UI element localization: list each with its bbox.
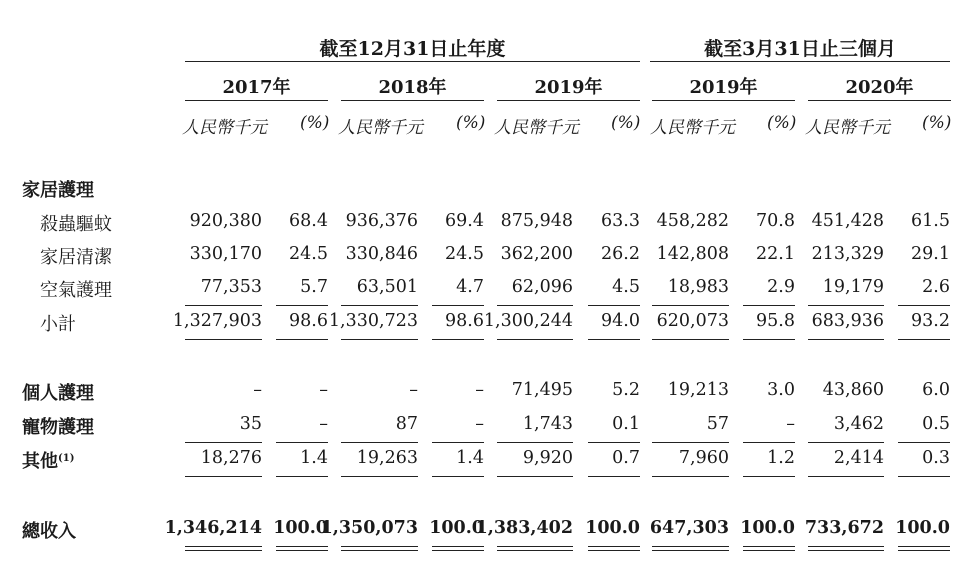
table-cell: 620,073 [656, 311, 729, 331]
table-cell: 936,376 [345, 211, 418, 231]
table-cell: 5.2 [612, 380, 640, 400]
subtotal-rule [652, 476, 729, 477]
subtotal-rule [276, 442, 328, 443]
table-cell: – [319, 380, 328, 400]
subtotal-rule [898, 305, 950, 306]
year-header-2020-q: 2020年 [845, 77, 914, 98]
table-cell: 3.0 [767, 380, 795, 400]
total-underline [808, 546, 884, 547]
subtotal-rule [588, 305, 640, 306]
unit-amount: 人民幣千元 [182, 118, 267, 138]
subtotal-rule [432, 442, 484, 443]
table-cell: 142,808 [656, 244, 729, 264]
table-cell: 43,860 [822, 380, 884, 400]
table-cell: 330,846 [345, 244, 418, 264]
unit-amount: 人民幣千元 [338, 118, 423, 138]
subtotal-rule [185, 339, 262, 340]
table-cell: 0.3 [922, 448, 950, 468]
year-rule [185, 100, 328, 101]
table-cell: 70.8 [756, 211, 795, 231]
table-cell: 19,263 [356, 448, 418, 468]
subtotal-rule [497, 442, 573, 443]
table-cell: 95.8 [756, 311, 795, 331]
subtotal-rule [341, 442, 418, 443]
group-header-annual-rule [185, 61, 640, 62]
year-header-2017: 2017年 [222, 77, 291, 98]
total-underline [652, 546, 729, 547]
year-header-2018: 2018年 [378, 77, 447, 98]
table-cell: 57 [706, 414, 729, 434]
table-cell: 2.6 [922, 277, 950, 297]
row-label-personal-care: 個人護理 [22, 383, 94, 404]
table-cell: 100.0 [429, 518, 484, 538]
subtotal-rule [743, 476, 795, 477]
total-underline [341, 550, 418, 551]
table-cell: 19,179 [822, 277, 884, 297]
unit-pct: (%) [767, 113, 797, 133]
row-label: 空氣護理 [40, 280, 112, 301]
subtotal-rule [898, 339, 950, 340]
table-cell: 2.9 [767, 277, 795, 297]
year-header-2019-q: 2019年 [689, 77, 758, 98]
table-cell: 24.5 [445, 244, 484, 264]
row-label: 小計 [40, 314, 76, 335]
subtotal-rule [432, 476, 484, 477]
table-cell: 87 [395, 414, 418, 434]
total-underline [588, 550, 640, 551]
table-cell: 63,501 [356, 277, 418, 297]
total-underline [276, 550, 328, 551]
subtotal-rule [341, 305, 418, 306]
total-underline [497, 550, 573, 551]
row-label: 家居清潔 [40, 247, 112, 268]
table-cell: 61.5 [911, 211, 950, 231]
subtotal-rule [341, 476, 418, 477]
total-underline [432, 550, 484, 551]
group-header-annual: 截至12月31日止年度 [319, 38, 506, 60]
total-underline [652, 550, 729, 551]
table-cell: 22.1 [756, 244, 795, 264]
table-cell: 0.1 [612, 414, 640, 434]
table-cell: 18,983 [667, 277, 729, 297]
table-cell: 1.4 [300, 448, 328, 468]
group-header-quarter: 截至3月31日止三個月 [704, 38, 896, 60]
subtotal-rule [497, 476, 573, 477]
total-underline [588, 546, 640, 547]
table-cell: 62,096 [511, 277, 573, 297]
footnote-marker: (1) [58, 453, 75, 464]
table-cell: 24.5 [289, 244, 328, 264]
total-underline [743, 550, 795, 551]
table-cell: 3,462 [833, 414, 884, 434]
row-label: 殺蟲驅蚊 [40, 214, 112, 235]
subtotal-rule [185, 305, 262, 306]
total-underline [432, 546, 484, 547]
subtotal-rule [898, 476, 950, 477]
subtotal-rule [588, 476, 640, 477]
table-cell: 29.1 [911, 244, 950, 264]
table-cell: – [319, 414, 328, 434]
table-cell: 458,282 [656, 211, 729, 231]
subtotal-rule [185, 442, 262, 443]
unit-pct: (%) [300, 113, 330, 133]
year-rule [652, 100, 795, 101]
subtotal-rule [497, 305, 573, 306]
group-header-quarter-rule [650, 61, 950, 62]
table-cell: 100.0 [740, 518, 795, 538]
subtotal-rule [808, 305, 884, 306]
table-cell: 7,960 [678, 448, 729, 468]
row-label-total: 總收入 [22, 521, 76, 542]
table-cell: 68.4 [289, 211, 328, 231]
table-cell: 100.0 [273, 518, 328, 538]
subtotal-rule [808, 339, 884, 340]
total-underline [185, 546, 262, 547]
subtotal-rule [432, 305, 484, 306]
year-rule [808, 100, 951, 101]
subtotal-rule [652, 442, 729, 443]
table-cell: 647,303 [649, 518, 729, 538]
row-label-pet-care: 寵物護理 [22, 417, 94, 438]
total-underline [185, 550, 262, 551]
subtotal-rule [898, 442, 950, 443]
table-cell: 6.0 [922, 380, 950, 400]
table-cell: – [253, 380, 262, 400]
total-underline [898, 550, 950, 551]
total-underline [743, 546, 795, 547]
year-header-2019: 2019年 [534, 77, 603, 98]
table-cell: 1,383,402 [475, 518, 573, 538]
table-cell: 98.6 [289, 311, 328, 331]
table-cell: 1.2 [767, 448, 795, 468]
table-cell: 94.0 [601, 311, 640, 331]
table-cell: – [786, 414, 795, 434]
table-cell: 362,200 [500, 244, 573, 264]
table-cell: 100.0 [895, 518, 950, 538]
subtotal-rule [808, 476, 884, 477]
total-underline [808, 550, 884, 551]
subtotal-rule [276, 339, 328, 340]
table-cell: 77,353 [200, 277, 262, 297]
table-cell: 1.4 [456, 448, 484, 468]
table-cell: 71,495 [511, 380, 573, 400]
subtotal-rule [341, 339, 418, 340]
table-cell: 63.3 [601, 211, 640, 231]
table-cell: 100.0 [585, 518, 640, 538]
table-cell: 683,936 [811, 311, 884, 331]
subtotal-rule [652, 339, 729, 340]
unit-pct-amount: 人民幣千元 [494, 118, 579, 138]
table-cell: 98.6 [445, 311, 484, 331]
table-cell: 4.7 [456, 277, 484, 297]
subtotal-rule [743, 339, 795, 340]
table-cell: 18,276 [200, 448, 262, 468]
table-cell: 733,672 [804, 518, 884, 538]
table-cell: 1,346,214 [164, 518, 262, 538]
unit-pct: (%) [611, 113, 641, 133]
table-cell: 920,380 [189, 211, 262, 231]
table-cell: 69.4 [445, 211, 484, 231]
year-rule [341, 100, 484, 101]
unit-amount: 人民幣千元 [650, 118, 735, 138]
subtotal-rule [588, 442, 640, 443]
table-cell: 4.5 [612, 277, 640, 297]
total-underline [276, 546, 328, 547]
table-cell: 26.2 [601, 244, 640, 264]
table-cell: – [475, 380, 484, 400]
table-cell: 875,948 [500, 211, 573, 231]
total-underline [341, 546, 418, 547]
table-cell: 2,414 [833, 448, 884, 468]
subtotal-rule [588, 339, 640, 340]
table-cell: 1,300,244 [483, 311, 573, 331]
year-rule [497, 100, 640, 101]
total-underline [898, 546, 950, 547]
row-label-other: 其他$^{(1)}$ [22, 451, 75, 472]
table-cell: 93.2 [911, 311, 950, 331]
subtotal-rule [808, 442, 884, 443]
total-underline [497, 546, 573, 547]
subtotal-rule [432, 339, 484, 340]
subtotal-rule [497, 339, 573, 340]
unit-amount: 人民幣千元 [805, 118, 890, 138]
table-cell: 1,743 [522, 414, 573, 434]
unit-pct: (%) [922, 113, 952, 133]
subtotal-rule [652, 305, 729, 306]
table-cell: 5.7 [300, 277, 328, 297]
subtotal-rule [185, 476, 262, 477]
table-cell: 330,170 [189, 244, 262, 264]
table-cell: 451,428 [811, 211, 884, 231]
table-cell: 1,350,073 [320, 518, 418, 538]
table-cell: 1,327,903 [172, 311, 262, 331]
table-cell: 35 [239, 414, 262, 434]
table-cell: 0.7 [612, 448, 640, 468]
unit-pct: (%) [456, 113, 486, 133]
section-label-home-care: 家居護理 [22, 180, 94, 201]
table-cell: – [475, 414, 484, 434]
table-cell: 0.5 [922, 414, 950, 434]
subtotal-rule [743, 305, 795, 306]
table-cell: 213,329 [811, 244, 884, 264]
table-cell: 9,920 [522, 448, 573, 468]
subtotal-rule [276, 476, 328, 477]
table-cell: 19,213 [667, 380, 729, 400]
subtotal-rule [276, 305, 328, 306]
subtotal-rule [743, 442, 795, 443]
table-cell: 1,330,723 [328, 311, 418, 331]
table-cell: – [409, 380, 418, 400]
